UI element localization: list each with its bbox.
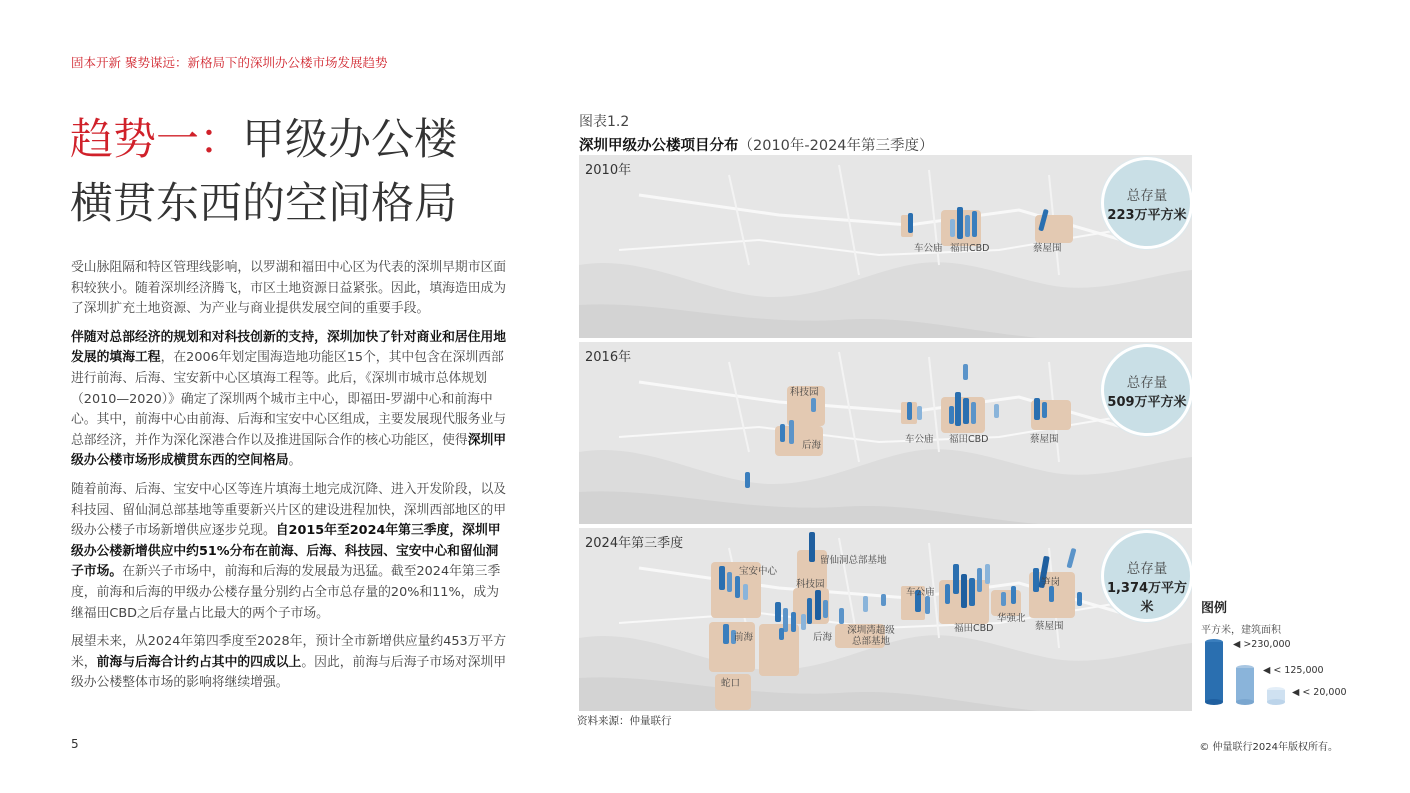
title-line2: 横贯东西的空间格局 (70, 179, 457, 229)
place-label: 福田CBD (954, 623, 994, 634)
map-panel-2010 (579, 155, 1192, 338)
place-label: 华强北 (997, 613, 1026, 624)
stock-circle: 总存量 509万平方米 (1101, 344, 1192, 436)
page-title (70, 108, 540, 236)
title-part2: 甲级办公楼 (242, 115, 457, 165)
copyright: © 仲量联行2024年版权所有。 (1199, 742, 1338, 753)
stock-circle: 总存量 223万平方米 (1101, 157, 1192, 249)
header-tag: 固本开新 聚势谋远：新格局下的深圳办公楼市场发展趋势 (71, 55, 388, 70)
figure-source: 资料来源：仲量联行 (577, 715, 672, 727)
paragraph-2: 伴随对总部经济的规划和对科技创新的支持，深圳加快了针对商业和居住用地发展的填海工程，在2006年划定围海造地功能区15个，其中包含在深圳西部进行前海、后海、宝安新中心区填海工程等。此后，《深圳市城市总体规划（2010—2020）》确定了深圳两个城市主中心，即福田-罗湖中心和前海中心。其中，前海中心由前海、后海和宝安中心区组成，主要发展现代服务业与总部经济，并作为深化深港合作以及推进国际合作的核心功能区，使得深圳甲级办公楼市场形成横贯东西的空间格局。 (71, 329, 507, 469)
place-label: 留仙洞总部基地 (820, 555, 887, 566)
place-label: 车公庙 (914, 243, 943, 254)
place-label: 后海 (813, 632, 833, 643)
place-label: 福田CBD (950, 243, 990, 254)
map-panel-2016 (579, 342, 1192, 524)
figure-label: 图表1.2 (579, 114, 630, 130)
panel-year: 2024年第三季度 (585, 536, 684, 551)
map-panel-2024q3 (579, 528, 1192, 711)
place-label: 前海 (734, 632, 754, 643)
legend-title: 图例 (1201, 601, 1228, 616)
place-label: 福田CBD (949, 434, 989, 445)
page-number: 5 (71, 737, 79, 751)
place-label: 笋岗 (1041, 577, 1061, 588)
legend-item: ◀ < 20,000 (1292, 687, 1347, 698)
legend-item: ◀ >230,000 (1233, 639, 1291, 650)
place-label: 科技园 (790, 387, 819, 398)
place-label: 蔡屋围 (1035, 621, 1064, 632)
place-label: 车公庙 (906, 587, 935, 598)
legend-unit: 平方米，建筑面积 (1201, 625, 1281, 636)
place-label: 宝安中心 (739, 566, 778, 577)
place-label: 科技园 (796, 579, 825, 590)
paragraph-1: 受山脉阻隔和特区管理线影响，以罗湖和福田中心区为代表的深圳早期市区面积较狭小。随着深圳经济腾飞，市区土地资源日益紧张。因此，填海造田成为了深圳扩充土地资源、为产业与商业提供发展空间的重要手段。 (71, 260, 507, 317)
place-label: 车公庙 (905, 434, 934, 445)
place-label: 深圳湾超级总部基地 (847, 625, 895, 647)
legend-item: ◀ < 125,000 (1263, 665, 1324, 676)
place-label: 蔡屋围 (1030, 434, 1059, 445)
figure-title: 深圳甲级办公楼项目分布（2010年-2024年第三季度） (579, 138, 934, 154)
paragraph-4: 展望未来，从2024年第四季度至2028年，预计全市新增供应量约453万平方米，前海与后海合计约占其中的四成以上。因此，前海与后海子市场对深圳甲级办公楼整体市场的影响将继续增强。 (71, 634, 507, 691)
place-label: 蔡屋围 (1033, 243, 1062, 254)
panel-year: 2010年 (585, 163, 632, 178)
place-label: 后海 (802, 440, 822, 451)
stock-circle: 总存量 1,374万平方米 (1101, 530, 1192, 622)
paragraph-3: 随着前海、后海、宝安中心区等连片填海土地完成沉降、进入开发阶段，以及科技园、留仙洞总部基地等重要新兴片区的建设进程加快，深圳西部地区的甲级办公楼子市场新增供应逐步兑现。自2015年至2024年第三季度，深圳甲级办公楼新增供应中约51%分布在前海、后海、科技园、宝安中心和留仙洞子市场。在新兴子市场中，前海和后海的发展最为迅猛。截至2024年第三季度，前海和后海的甲级办公楼存量分别约占全市总存量的20%和11%，成为继福田CBD之后存量占比最大的两个子市场。 (71, 481, 507, 621)
title-part1: 趋势一： (70, 115, 242, 165)
place-label: 蛇口 (721, 678, 741, 689)
body-text (71, 258, 511, 702)
map-background (579, 342, 1192, 524)
map-background (579, 155, 1192, 338)
panel-year: 2016年 (585, 350, 632, 365)
